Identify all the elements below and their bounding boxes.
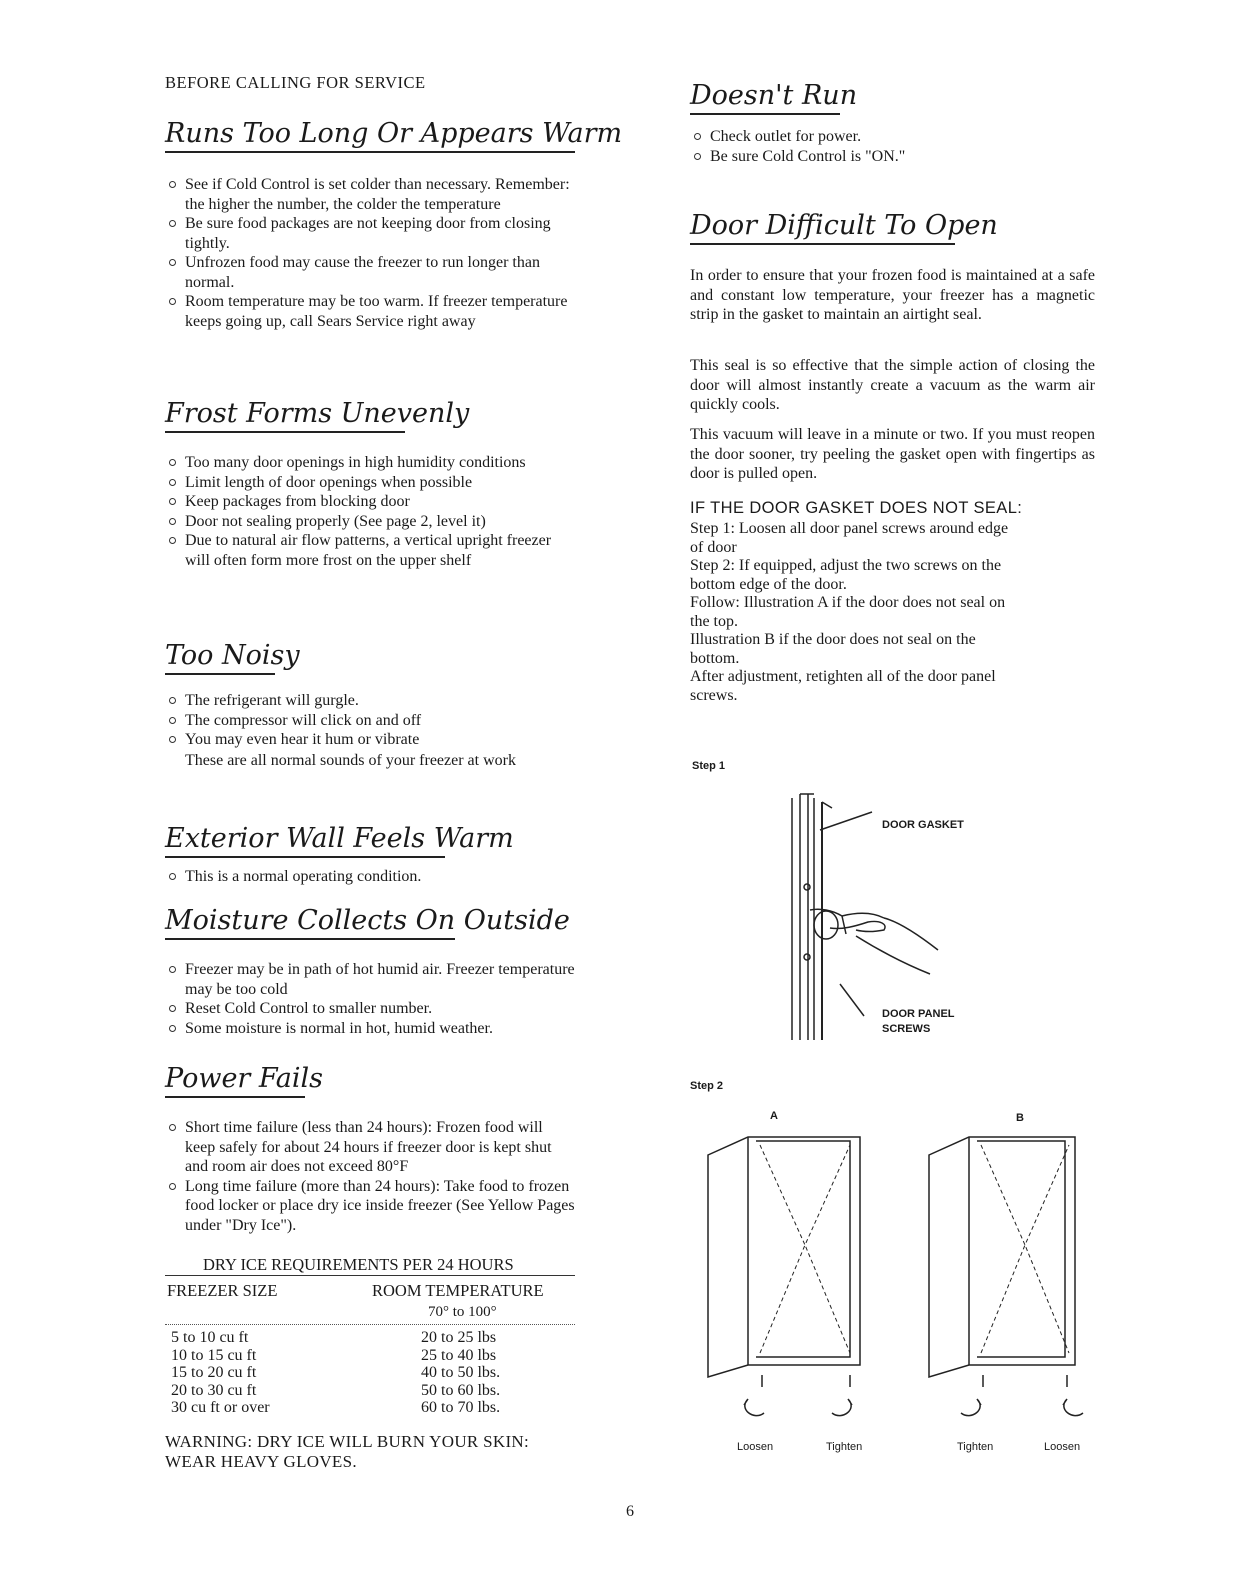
heading-door-difficult: Door Difficult To Open [690, 210, 955, 245]
table-row: 20 to 30 cu ft 50 to 60 lbs. [171, 1381, 501, 1399]
list-item: Check outlet for power. [690, 127, 1100, 147]
step-line: Step 1: Loosen all door panel screws around edge [690, 520, 1009, 537]
door-paragraph-3: This vacuum will leave in a minute or two. If you must reopen the door sooner, try peeling the gasket open with fingertips as door is pulled open. [690, 426, 1095, 482]
step-line: screws. [690, 686, 738, 704]
heading-power-fails: Power Fails [165, 1063, 305, 1098]
gasket-steps [690, 520, 1095, 705]
screw-icon [804, 954, 810, 960]
list-item: Be sure food packages are not keeping door from closing tightly. [165, 214, 575, 253]
step-line: After adjustment, retighten all of the door panel [690, 668, 996, 685]
illustration-b [925, 1125, 1105, 1435]
list-item: See if Cold Control is set colder than necessary. Remember: the higher the number, the colder the temperature [165, 175, 575, 214]
list-power-fails [165, 1118, 575, 1235]
list-item: You may even hear it hum or vibrate [165, 730, 575, 750]
step-line: Illustration B if the door does not seal on the [690, 631, 976, 648]
warning-line-2: WEAR HEAVY GLOVES. [165, 1452, 357, 1471]
list-item: Unfrozen food may cause the freezer to run longer than normal. [165, 253, 575, 292]
list-item: This is a normal operating condition. [165, 867, 575, 887]
list-item: Freezer may be in path of hot humid air. Freezer temperature may be too cold [165, 960, 575, 999]
page-header: BEFORE CALLING FOR SERVICE [165, 73, 426, 92]
step1-label: Step 1 [692, 760, 726, 772]
heading-moisture: Moisture Collects On Outside [165, 905, 455, 940]
list-item: Keep packages from blocking door [165, 492, 575, 512]
noisy-note: These are all normal sounds of your freezer at work [185, 752, 516, 769]
warning-line-1: WARNING: DRY ICE WILL BURN YOUR SKIN: [165, 1432, 529, 1451]
dry-ice-table [165, 1329, 575, 1417]
step-line: the top. [690, 612, 738, 630]
list-item: Limit length of door openings when possible [165, 473, 575, 493]
list-item: Room temperature may be too warm. If freezer temperature keeps going up, call Sears Service right away [165, 292, 575, 331]
table-col-temp: ROOM TEMPERATURE [372, 1281, 544, 1300]
loosen-label-a: Loosen [737, 1441, 774, 1453]
list-item: The refrigerant will gurgle. [165, 691, 575, 711]
screws-label: SCREWS [882, 1023, 931, 1035]
door-panel-label: DOOR PANEL [882, 1008, 955, 1020]
list-moisture [165, 960, 575, 1038]
heading-doesnt-run: Doesn't Run [690, 80, 840, 115]
illustration-a [700, 1125, 880, 1435]
heading-frost-forms: Frost Forms Unevenly [165, 398, 405, 433]
table-rule-top [165, 1275, 575, 1276]
step-line: Step 2: If equipped, adjust the two screws on the [690, 557, 1002, 574]
page-number: 6 [626, 1503, 634, 1520]
tighten-label-b: Tighten [957, 1441, 994, 1453]
step-line: bottom edge of the door. [690, 575, 847, 593]
list-exterior-wall [165, 867, 575, 887]
door-paragraph-1: In order to ensure that your frozen food is maintained at a safe and constant low temperature, your freezer has a magnetic strip in the gasket to maintain an airtight seal. [690, 267, 1095, 323]
list-item: Short time failure (less than 24 hours): Frozen food will keep safely for about 24 hours if freezer door is kept shut and room air does not exceed 80°F [165, 1118, 575, 1177]
step-line: bottom. [690, 649, 740, 667]
table-row: 30 cu ft or over 60 to 70 lbs. [171, 1399, 501, 1416]
table-col-temp-sub: 70° to 100° [428, 1304, 497, 1320]
table-row: 15 to 20 cu ft 40 to 50 lbs. [171, 1364, 501, 1381]
step2-label: Step 2 [690, 1080, 724, 1092]
list-item: Some moisture is normal in hot, humid weather. [165, 1019, 575, 1039]
list-item: Be sure Cold Control is "ON." [690, 147, 1100, 167]
screw-icon [804, 884, 810, 890]
gasket-heading: IF THE DOOR GASKET DOES NOT SEAL: [690, 499, 1023, 517]
list-item: Long time failure (more than 24 hours): Take food to frozen food locker or place dry ice inside freezer (See Yellow Pages under "Dry Ice"). [165, 1177, 575, 1236]
table-row: 5 to 10 cu ft 20 to 25 lbs [171, 1329, 497, 1346]
door-paragraph-2: This seal is so effective that the simple action of closing the door will almost instantly create a vacuum as the warm air quickly cools. [690, 357, 1095, 413]
illustration-a-label: A [770, 1110, 778, 1122]
list-doesnt-run [690, 127, 1100, 166]
table-row: 10 to 15 cu ft 25 to 40 lbs [171, 1346, 497, 1364]
list-item: Door not sealing properly (See page 2, level it) [165, 512, 575, 532]
step-line: Follow: Illustration A if the door does not seal on [690, 594, 1006, 611]
table-rule-mid [165, 1324, 575, 1325]
list-item: Too many door openings in high humidity conditions [165, 453, 575, 473]
list-frost-forms [165, 453, 575, 570]
door-gasket-label: DOOR GASKET [882, 819, 964, 831]
loosen-arrow-icon [1063, 1399, 1083, 1416]
tighten-arrow-icon [832, 1399, 852, 1416]
list-runs-too-long [165, 175, 575, 331]
heading-too-noisy: Too Noisy [165, 640, 275, 675]
heading-exterior-wall: Exterior Wall Feels Warm [165, 823, 445, 858]
loosen-arrow-icon [744, 1399, 764, 1416]
table-col-size: FREEZER SIZE [167, 1281, 278, 1300]
list-item: Reset Cold Control to smaller number. [165, 999, 575, 1019]
illustration-b-label: B [1016, 1112, 1024, 1124]
tighten-label-a: Tighten [826, 1441, 863, 1453]
loosen-label-b: Loosen [1044, 1441, 1081, 1453]
list-item: The compressor will click on and off [165, 711, 575, 731]
heading-runs-too-long: Runs Too Long Or Appears Warm [165, 118, 575, 153]
step-line: of door [690, 538, 737, 556]
list-too-noisy [165, 691, 575, 750]
list-item: Due to natural air flow patterns, a vertical upright freezer will often form more frost on the upper shelf [165, 531, 575, 570]
dry-ice-title: DRY ICE REQUIREMENTS PER 24 HOURS [203, 1255, 514, 1274]
tighten-arrow-icon [961, 1399, 981, 1416]
